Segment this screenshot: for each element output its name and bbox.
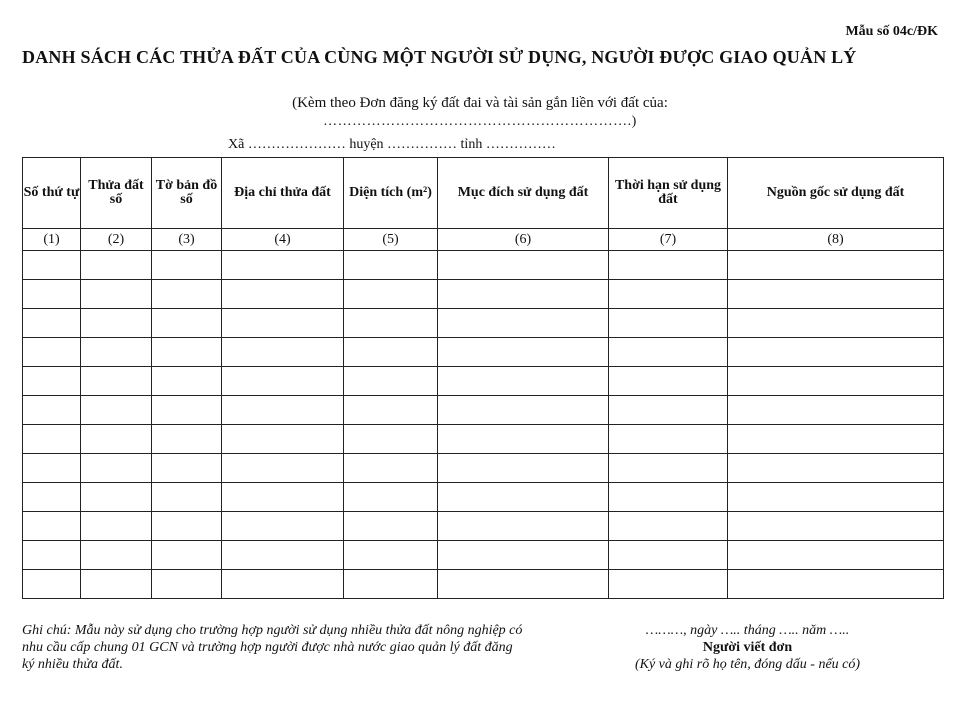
footnote: Ghi chú: Mẫu này sử dụng cho trường hợp người sử dụng nhiều thửa đất nông nghiệp có nhu cầu cấp chung 01 GCN và trường hợp người được nhà nước giao quản lý đất đăng ký nhiều thửa đất.	[22, 623, 523, 672]
column-number: (3)	[152, 229, 222, 251]
table-cell	[81, 309, 152, 338]
table-cell	[222, 251, 344, 280]
table-cell	[609, 425, 728, 454]
table-cell	[438, 309, 609, 338]
col-header-origin: Nguồn gốc sử dụng đất	[728, 158, 944, 229]
column-number: (5)	[344, 229, 438, 251]
table-row	[23, 454, 944, 483]
signature-title: Người viết đơn	[702, 640, 793, 655]
table-cell	[438, 541, 609, 570]
table-row	[23, 570, 944, 599]
table-row	[23, 309, 944, 338]
table-cell	[728, 396, 944, 425]
location-line: Xã ………………… huyện …………… tỉnh ……………	[228, 137, 556, 152]
table-cell	[728, 425, 944, 454]
table-row	[23, 541, 944, 570]
table-cell	[222, 425, 344, 454]
col-header-parcel-no: Thửa đất số	[81, 158, 152, 229]
table-cell	[222, 309, 344, 338]
table-cell	[344, 251, 438, 280]
table-cell	[438, 280, 609, 309]
table-cell	[152, 483, 222, 512]
table-cell	[152, 367, 222, 396]
table-cell	[222, 280, 344, 309]
table-cell	[152, 425, 222, 454]
table-cell	[344, 570, 438, 599]
table-cell	[728, 251, 944, 280]
table-cell	[609, 251, 728, 280]
table-row	[23, 280, 944, 309]
table-cell	[344, 396, 438, 425]
table-cell	[23, 570, 81, 599]
table-cell	[81, 570, 152, 599]
table-cell	[344, 454, 438, 483]
table-cell	[23, 280, 81, 309]
col-header-map-sheet: Tờ bản đồ số	[152, 158, 222, 229]
table-cell	[222, 396, 344, 425]
table-cell	[438, 251, 609, 280]
signature-date-line: ………, ngày ….. tháng ….. năm …..	[645, 623, 850, 638]
table-row	[23, 338, 944, 367]
column-number: (4)	[222, 229, 344, 251]
signature-block	[575, 622, 920, 673]
table-cell	[609, 454, 728, 483]
table-header-row	[23, 158, 944, 229]
column-number: (8)	[728, 229, 944, 251]
table-row	[23, 512, 944, 541]
document-title: DANH SÁCH CÁC THỬA ĐẤT CỦA CÙNG MỘT NGƯỜI SỬ DỤNG, NGƯỜI ĐƯỢC GIAO QUẢN LÝ	[22, 47, 857, 67]
table-cell	[728, 454, 944, 483]
table-cell	[222, 454, 344, 483]
table-cell	[438, 483, 609, 512]
table-cell	[152, 338, 222, 367]
table-cell	[81, 483, 152, 512]
table-cell	[728, 309, 944, 338]
table-cell	[23, 338, 81, 367]
table-cell	[81, 251, 152, 280]
table-cell	[152, 280, 222, 309]
table-cell	[23, 367, 81, 396]
attachment-line: (Kèm theo Đơn đăng ký đất đai và tài sản gắn liền với đất của:	[292, 95, 668, 111]
table-cell	[609, 570, 728, 599]
table-cell	[23, 483, 81, 512]
table-cell	[222, 541, 344, 570]
col-header-stt: Số thứ tự	[23, 158, 81, 229]
table-cell	[23, 541, 81, 570]
attachment-dots: ……………………………………………………….)	[323, 114, 637, 129]
table-row	[23, 396, 944, 425]
table-cell	[438, 396, 609, 425]
table-cell	[23, 454, 81, 483]
table-cell	[728, 367, 944, 396]
table-cell	[81, 396, 152, 425]
table-cell	[728, 338, 944, 367]
table-cell	[81, 454, 152, 483]
table-cell	[81, 367, 152, 396]
col-header-area: Diện tích (m²)	[344, 158, 438, 229]
table-cell	[23, 425, 81, 454]
table-cell	[609, 396, 728, 425]
table-cell	[438, 454, 609, 483]
table-cell	[609, 367, 728, 396]
table-cell	[152, 512, 222, 541]
table-cell	[81, 425, 152, 454]
table-cell	[81, 338, 152, 367]
table-cell	[344, 309, 438, 338]
table-cell	[152, 309, 222, 338]
table-cell	[81, 541, 152, 570]
col-header-term: Thời hạn sử dụng đất	[609, 158, 728, 229]
table-row	[23, 425, 944, 454]
table-cell	[609, 338, 728, 367]
table-cell	[728, 280, 944, 309]
table-cell	[728, 512, 944, 541]
signature-instruction: (Ký và ghi rõ họ tên, đóng dấu - nếu có)	[634, 657, 861, 672]
table-cell	[438, 570, 609, 599]
table-cell	[344, 483, 438, 512]
table-row	[23, 483, 944, 512]
table-row	[23, 251, 944, 280]
table-cell	[344, 512, 438, 541]
table-cell	[344, 338, 438, 367]
column-number: (1)	[23, 229, 81, 251]
table-cell	[152, 396, 222, 425]
table-cell	[23, 251, 81, 280]
table-cell	[152, 251, 222, 280]
table-cell	[222, 512, 344, 541]
table-cell	[152, 541, 222, 570]
table-cell	[438, 338, 609, 367]
table-cell	[438, 425, 609, 454]
table-cell	[609, 309, 728, 338]
land-parcel-table	[22, 157, 944, 599]
table-cell	[152, 454, 222, 483]
column-number: (2)	[81, 229, 152, 251]
table-cell	[23, 309, 81, 338]
table-cell	[222, 338, 344, 367]
col-header-address: Địa chỉ thửa đất	[222, 158, 344, 229]
table-cell	[81, 512, 152, 541]
table-cell	[344, 280, 438, 309]
form-code: Mẫu số 04c/ĐK	[845, 24, 938, 39]
column-number: (6)	[438, 229, 609, 251]
col-header-purpose: Mục đích sử dụng đất	[438, 158, 609, 229]
table-cell	[152, 570, 222, 599]
table-cell	[23, 512, 81, 541]
table-cell	[344, 425, 438, 454]
table-cell	[728, 541, 944, 570]
table-cell	[81, 280, 152, 309]
table-cell	[438, 512, 609, 541]
table-cell	[344, 367, 438, 396]
table-cell	[728, 570, 944, 599]
table-cell	[344, 541, 438, 570]
table-cell	[222, 367, 344, 396]
table-cell	[222, 483, 344, 512]
table-cell	[23, 396, 81, 425]
table-cell	[609, 512, 728, 541]
column-number-row	[23, 229, 944, 251]
table-cell	[728, 483, 944, 512]
table-cell	[222, 570, 344, 599]
table-cell	[438, 367, 609, 396]
table-cell	[609, 483, 728, 512]
table-cell	[609, 541, 728, 570]
table-cell	[609, 280, 728, 309]
column-number: (7)	[609, 229, 728, 251]
table-row	[23, 367, 944, 396]
